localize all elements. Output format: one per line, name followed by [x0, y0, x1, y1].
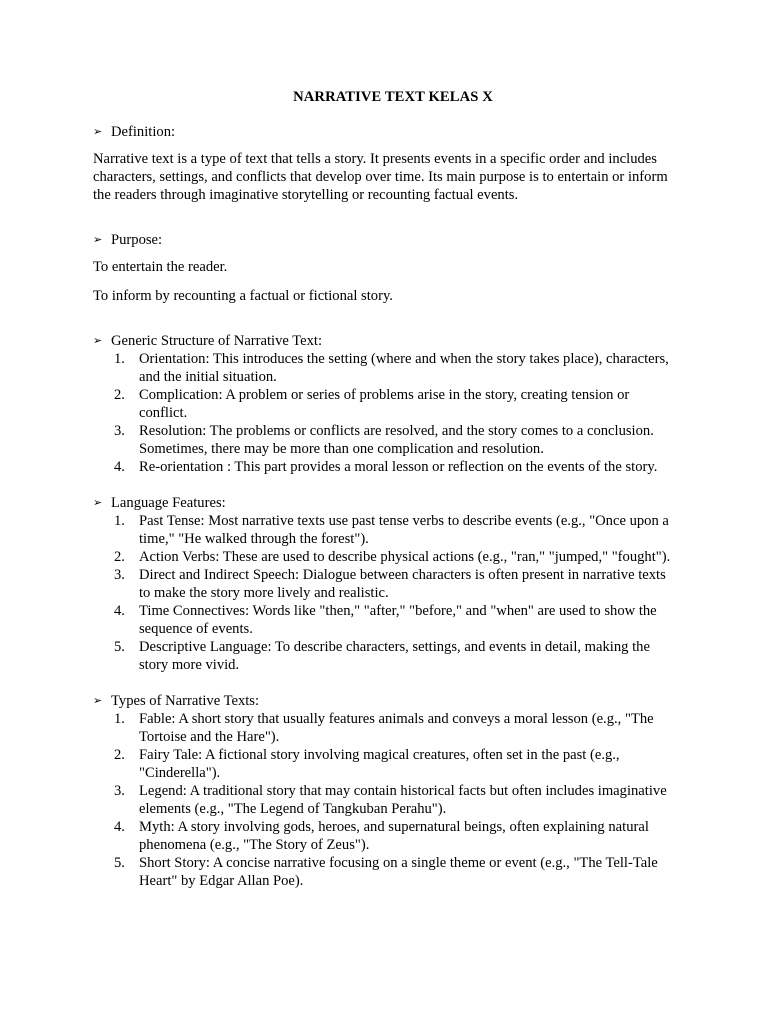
list-item-text: Short Story: A concise narrative focusing on a single theme or event (e.g., "The Tell-Tale Heart" by Edgar Allan Poe).: [139, 855, 658, 889]
language-heading: [93, 494, 673, 512]
list-item-text: Myth: A story involving gods, heroes, and supernatural beings, often explaining natural phenomena (e.g., "The Story of Zeus").: [139, 819, 649, 853]
purpose-heading-text: Purpose:: [111, 232, 163, 248]
definition-section: [93, 123, 673, 204]
list-item-text: Action Verbs: These are used to describe physical actions (e.g., "ran," "jumped," "fought").: [139, 549, 671, 565]
list-item-text: Past Tense: Most narrative texts use past tense verbs to describe events (e.g., "Once upon a time," "He walked through the forest").: [139, 513, 669, 547]
structure-heading: [93, 332, 673, 350]
list-item: [114, 818, 673, 854]
language-list: [93, 512, 673, 674]
list-item: [114, 350, 673, 386]
list-item: [114, 638, 673, 674]
list-item-number: 3.: [114, 567, 125, 583]
arrow-bullet-icon: ➢: [93, 496, 103, 509]
list-item: [114, 854, 673, 890]
list-item-number: 2.: [114, 549, 125, 565]
list-item-text: Resolution: The problems or conflicts are resolved, and the story comes to a conclusion. Sometimes, there may be more than one complication and resolution.: [139, 423, 654, 457]
list-item: [114, 710, 673, 746]
list-item-number: 3.: [114, 783, 125, 799]
document-body: [93, 123, 673, 890]
list-item-text: Complication: A problem or series of problems arise in the story, creating tension or conflict.: [139, 387, 630, 421]
definition-paragraph: Narrative text is a type of text that tells a story. It presents events in a specific order and includes characters, settings, and conflicts that develop over time. Its main purpose is to entertain or inform the readers through imaginative storytelling or recounting factual events.: [93, 151, 668, 203]
types-heading-text: Types of Narrative Texts:: [111, 693, 260, 709]
types-list: [93, 710, 673, 890]
list-item: [114, 602, 673, 638]
arrow-bullet-icon: ➢: [93, 233, 103, 246]
purpose-line: To inform by recounting a factual or fictional story.: [93, 288, 393, 304]
list-item-number: 1.: [114, 513, 125, 529]
list-item-text: Orientation: This introduces the setting (where and when the story takes place), characters, and the initial situation.: [139, 351, 669, 385]
arrow-bullet-icon: ➢: [93, 334, 103, 347]
list-item-number: 4.: [114, 459, 125, 475]
list-item: [114, 386, 673, 422]
structure-section: [93, 332, 673, 476]
list-item: [114, 458, 673, 476]
list-item: [114, 422, 673, 458]
purpose-heading: [93, 231, 673, 249]
purpose-line: To entertain the reader.: [93, 259, 228, 275]
list-item-number: 1.: [114, 351, 125, 367]
list-item: [114, 512, 673, 548]
list-item: [114, 566, 673, 602]
definition-heading: [93, 123, 673, 141]
structure-list: [93, 350, 673, 476]
list-item-number: 4.: [114, 819, 125, 835]
list-item-number: 5.: [114, 639, 125, 655]
page-title: NARRATIVE TEXT KELAS X: [293, 89, 493, 105]
types-heading: [93, 692, 673, 710]
list-item: [114, 782, 673, 818]
definition-heading-text: Definition:: [111, 124, 176, 140]
list-item-number: 5.: [114, 855, 125, 871]
purpose-section: [93, 231, 673, 305]
list-item-text: Time Connectives: Words like "then," "after," "before," and "when" are used to show the sequence of events.: [139, 603, 657, 637]
list-item-number: 4.: [114, 603, 125, 619]
list-item-number: 3.: [114, 423, 125, 439]
list-item-text: Fable: A short story that usually features animals and conveys a moral lesson (e.g., "The Tortoise and the Hare").: [139, 711, 654, 745]
language-heading-text: Language Features:: [111, 495, 226, 511]
list-item-text: Re-orientation : This part provides a moral lesson or reflection on the events of the story.: [139, 459, 658, 475]
list-item: [114, 746, 673, 782]
arrow-bullet-icon: ➢: [93, 694, 103, 707]
language-section: [93, 494, 673, 674]
list-item-number: 2.: [114, 387, 125, 403]
list-item-text: Legend: A traditional story that may contain historical facts but often includes imaginative elements (e.g., "The Legend of Tangkuban Perahu").: [139, 783, 667, 817]
structure-heading-text: Generic Structure of Narrative Text:: [111, 333, 323, 349]
list-item-number: 1.: [114, 711, 125, 727]
arrow-bullet-icon: ➢: [93, 125, 103, 138]
list-item: [114, 548, 673, 566]
list-item-text: Fairy Tale: A fictional story involving magical creatures, often set in the past (e.g., "Cinderella").: [139, 747, 620, 781]
types-section: [93, 692, 673, 890]
list-item-text: Direct and Indirect Speech: Dialogue between characters is often present in narrative texts to make the story more lively and realistic.: [139, 567, 666, 601]
list-item-number: 2.: [114, 747, 125, 763]
list-item-text: Descriptive Language: To describe characters, settings, and events in detail, making the story more vivid.: [139, 639, 650, 673]
